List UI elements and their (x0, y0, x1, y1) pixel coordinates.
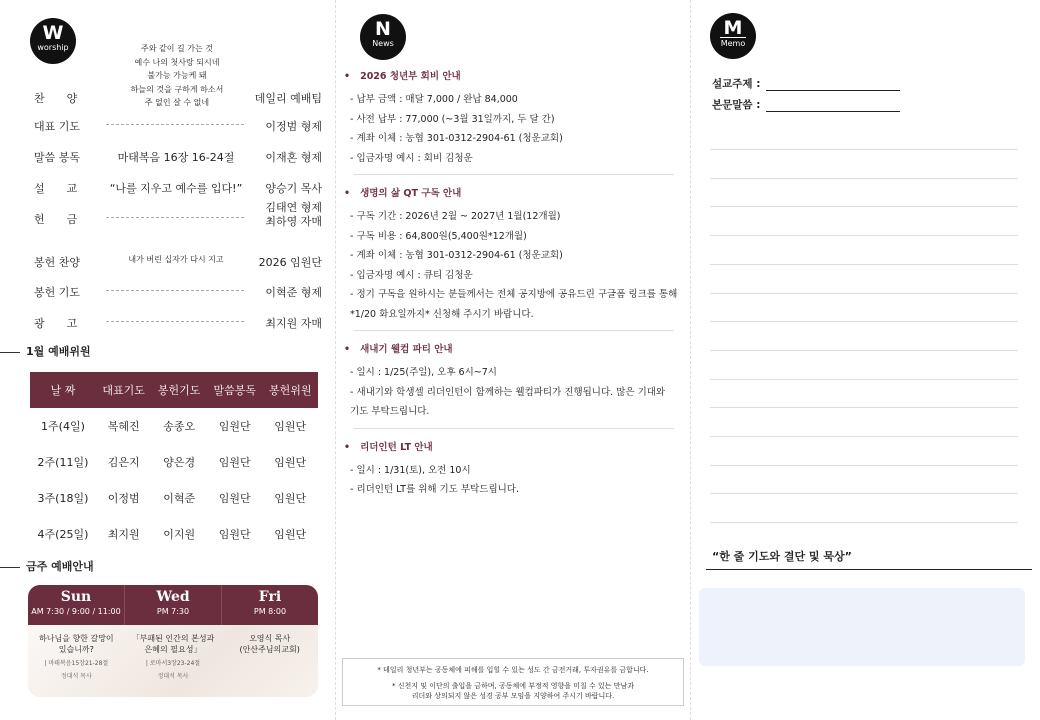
news-line: - 계좌 이체 : 농협 301-0312-2904-61 (청운교회) (350, 250, 563, 261)
worship-logo-letter: W (42, 22, 64, 44)
weekly-day: Fri (258, 589, 282, 605)
table-cell: 3주(18일) (37, 492, 89, 505)
news-line: - 사전 납부 : 77,000 (~3월 31일까지, 두 달 간) (350, 113, 555, 125)
table-header: 말씀봉독 (207, 372, 263, 408)
weekly-ref: | 마태복음15장21-28절 (44, 660, 109, 667)
prayer-underline (706, 569, 1032, 570)
memo-rule (710, 235, 1018, 236)
table-header: 날 짜 (30, 372, 96, 408)
table-cell: 임원단 (218, 528, 251, 541)
person-name: 이혁준 형제 (265, 286, 322, 299)
table-row (30, 408, 318, 444)
weekly-detail (221, 625, 318, 697)
column-divider (335, 0, 336, 720)
lyric-line: 주 없인 살 수 없네 (144, 98, 210, 107)
news-line: - 계좌 이체 : 농협 301-0312-2904-61 (청운교회) (350, 133, 563, 144)
news-item-title (344, 439, 676, 453)
memo-rule (710, 465, 1018, 466)
worship-label: 대표 기도 (34, 120, 81, 133)
table-cell: 최지원 (107, 528, 140, 541)
worship-row (34, 203, 326, 233)
bullet-icon: • (344, 344, 351, 355)
table-header: 대표기도 (96, 372, 152, 408)
worship-label: 봉헌 기도 (34, 286, 81, 299)
column-divider (690, 0, 691, 720)
worship-row (34, 307, 326, 337)
notice-line: 리더와 상의되지 않은 성경 공부 모임을 지양하여 주시기 바랍니다. (411, 692, 615, 700)
table-cell: 임원단 (218, 492, 251, 505)
news-item-title (344, 68, 676, 82)
worship-logo (30, 18, 76, 64)
news-line: - 납부 금액 : 매달 7,000 / 완납 84,000 (350, 94, 518, 105)
dashed-line (106, 217, 244, 218)
table-row (30, 480, 318, 516)
news-logo (360, 14, 406, 60)
worship-row (34, 110, 326, 140)
worship-label: 봉헌 찬양 (34, 256, 81, 269)
memo-rule (710, 206, 1018, 207)
worship-label: 광 고 (34, 317, 78, 330)
news-logo-letter: N (375, 18, 391, 40)
weekly-time: PM 8:00 (253, 607, 287, 616)
weekly-ref: | 로마서3장23-24절 (145, 660, 201, 667)
news-item-title (344, 341, 676, 355)
memo-logo-word: Memo (720, 39, 746, 48)
news-line: 기도 부탁드립니다. (350, 406, 430, 417)
dashed-line (106, 124, 244, 125)
bullet-icon: • (344, 188, 351, 199)
weekly-topic: 「부패된 인간의 본성과 (131, 634, 215, 643)
news-separator (354, 428, 674, 429)
memo-rule (710, 149, 1018, 150)
news-line: - 구독 비용 : 64,800원(5,400원*12개월) (350, 230, 527, 242)
schedule-table (30, 372, 318, 552)
news-line: - 구독 기간 : 2026년 2월 ~ 2027년 1월(12개월) (350, 211, 561, 222)
notice-box (342, 658, 684, 706)
weekly-topic: 오영식 목사 (249, 634, 291, 643)
news-line: - 정기 구독을 원하시는 분들께서는 전체 공지방에 공유드린 구글폼 링크를 통해 (350, 289, 678, 300)
bullet-icon: • (344, 71, 351, 82)
person-name: 데일리 예배팀 (254, 92, 322, 105)
weekly-day-header (28, 585, 125, 625)
person-name: 이정범 형제 (265, 120, 322, 133)
table-cell: 김은지 (107, 456, 140, 469)
worship-person (265, 180, 322, 196)
worship-person (265, 118, 322, 134)
memo-rule (710, 178, 1018, 179)
table-cell: 이지원 (163, 528, 196, 541)
memo-logo-letter: M (723, 17, 743, 39)
table-cell: 복혜진 (107, 420, 140, 433)
weekly-topic: 있습니까? (58, 645, 94, 654)
sermon-topic-field[interactable]: 설교주제 : (712, 76, 900, 91)
news-title-text: 2026 청년부 회비 안내 (360, 71, 461, 82)
weekly-time: PM 7:30 (156, 607, 190, 616)
scripture-field[interactable]: 본문말씀 : (712, 97, 900, 112)
weekly-day-header (222, 585, 318, 625)
table-row (30, 516, 318, 552)
table-cell: 임원단 (274, 456, 307, 469)
memo-rule (710, 264, 1018, 265)
worship-label: 찬 양 (34, 92, 78, 105)
lyric-line: 하늘의 것을 구하게 하소서 (130, 84, 224, 94)
memo-rule (710, 321, 1018, 322)
table-cell: 이정범 (107, 492, 140, 505)
news-line: - 일시 : 1/25(주일), 오후 6시~7시 (350, 367, 497, 378)
table-cell: 임원단 (274, 528, 307, 541)
dashed-line (106, 290, 244, 291)
worship-label: 설 교 (34, 182, 78, 195)
weekly-topic: 은혜의 필요성」 (144, 645, 202, 654)
table-row (30, 444, 318, 480)
news-item-title (344, 185, 676, 199)
notice-line: * 데일리 청년부는 공동체에 피해를 입힐 수 있는 성도 간 금전거래, 투자권유를 금합니다. (377, 666, 649, 674)
table-cell: 1주(4일) (41, 420, 85, 433)
table-header: 봉헌위원 (262, 372, 318, 408)
news-title-text: 리더인턴 LT 안내 (360, 441, 433, 453)
table-cell: 임원단 (218, 456, 251, 469)
news-separator (354, 174, 674, 175)
worship-label: 말씀 봉독 (34, 151, 81, 164)
table-cell: 2주(11일) (37, 456, 89, 469)
worship-content: 마태복음 16장 16-24절 (117, 151, 235, 164)
news-line: *1/20 화요일까지* 신청해 주시기 바랍니다. (350, 308, 534, 320)
memo-rule (710, 407, 1018, 408)
prayer-note-box[interactable] (699, 588, 1025, 666)
schedule-title: 1월 예배위원 (0, 343, 91, 359)
weekly-detail (125, 625, 222, 697)
worship-person (265, 201, 322, 229)
table-cell: 4주(25일) (37, 528, 89, 541)
lyric-line: 예수 나의 첫사랑 되시네 (134, 57, 220, 67)
table-cell: 임원단 (274, 492, 307, 505)
lyric-line: 불가능 가능케 돼 (147, 71, 207, 80)
person-name: 최지원 자매 (265, 317, 322, 330)
news-title-text: 생명의 삶 QT 구독 안내 (360, 188, 462, 199)
news-line: - 리더인턴 LT를 위해 기도 부탁드립니다. (350, 484, 519, 495)
person-name: 양승기 목사 (265, 182, 322, 195)
worship-person (265, 149, 322, 165)
memo-rule (710, 436, 1018, 437)
worship-row (34, 276, 326, 306)
news-line: - 새내기와 학생셀 리더인턴이 함께하는 웰컴파티가 진행됩니다. 많은 기대와 (350, 386, 666, 398)
weekly-detail (28, 625, 125, 697)
news-line: - 입금자명 예시 : 회비 김청운 (350, 152, 473, 164)
weekly-day: Sun (60, 589, 92, 605)
dashed-line (106, 321, 244, 322)
table-cell: 임원단 (218, 420, 251, 433)
worship-content: 내가 버린 십자가 다시 지고 (128, 255, 224, 264)
prayer-title: “한 줄 기도와 결단 및 묵상” (712, 550, 852, 563)
weekly-topic: (안산주님의교회) (239, 645, 300, 654)
weekly-title: 금주 예배안내 (0, 558, 94, 574)
worship-person (265, 315, 322, 331)
news-logo-word: News (372, 39, 394, 48)
news-title-text: 새내기 웰컴 파티 안내 (360, 344, 453, 355)
news-separator (354, 330, 674, 331)
worship-person (265, 284, 322, 300)
table-header: 봉헌기도 (151, 372, 207, 408)
news-line: - 입금자명 예시 : 큐티 김청운 (350, 269, 473, 281)
person-name: 김태연 형제 (265, 201, 322, 214)
weekly-topic: 하나님을 향한 갈망이 (39, 634, 114, 643)
weekly-day: Wed (156, 589, 190, 605)
notice-line: * 신천지 및 이단의 출입을 금하며, 공동체에 부정적 영향을 미칠 수 있는 만남과 (391, 682, 635, 690)
worship-row (34, 141, 326, 171)
worship-row (34, 246, 326, 276)
weekly-speaker: 정대석 목사 (60, 673, 92, 680)
worship-logo-word: worship (37, 43, 69, 52)
table-cell: 송종오 (163, 420, 196, 433)
worship-row (34, 82, 326, 112)
news-list (344, 68, 676, 500)
worship-person (259, 254, 322, 270)
bullet-icon: • (344, 441, 351, 453)
table-cell: 임원단 (274, 420, 307, 433)
memo-rule (710, 522, 1018, 523)
weekly-speaker: 정대석 목사 (157, 673, 189, 680)
worship-person (255, 90, 322, 106)
memo-rule (710, 293, 1018, 294)
person-name: 이재혼 형제 (265, 151, 322, 164)
memo-logo (710, 13, 756, 59)
lyric-line: 주와 같이 길 가는 것 (141, 44, 213, 53)
weekly-day-header (125, 585, 222, 625)
news-line: - 일시 : 1/31(토), 오전 10시 (350, 464, 471, 476)
memo-rule (710, 379, 1018, 380)
weekly-time: AM 7:30 / 9:00 / 11:00 (31, 607, 121, 616)
worship-label: 헌 금 (34, 213, 78, 226)
table-cell: 이혁준 (163, 492, 196, 505)
memo-rule (710, 493, 1018, 494)
memo-rule (710, 350, 1018, 351)
person-name: 2026 임원단 (258, 256, 322, 269)
weekly-worship-card (28, 585, 318, 697)
worship-content: “나를 지우고 예수를 입다!” (109, 182, 243, 195)
worship-row (34, 172, 326, 202)
table-cell: 양은경 (163, 456, 196, 469)
person-name: 최하영 자매 (265, 215, 322, 228)
